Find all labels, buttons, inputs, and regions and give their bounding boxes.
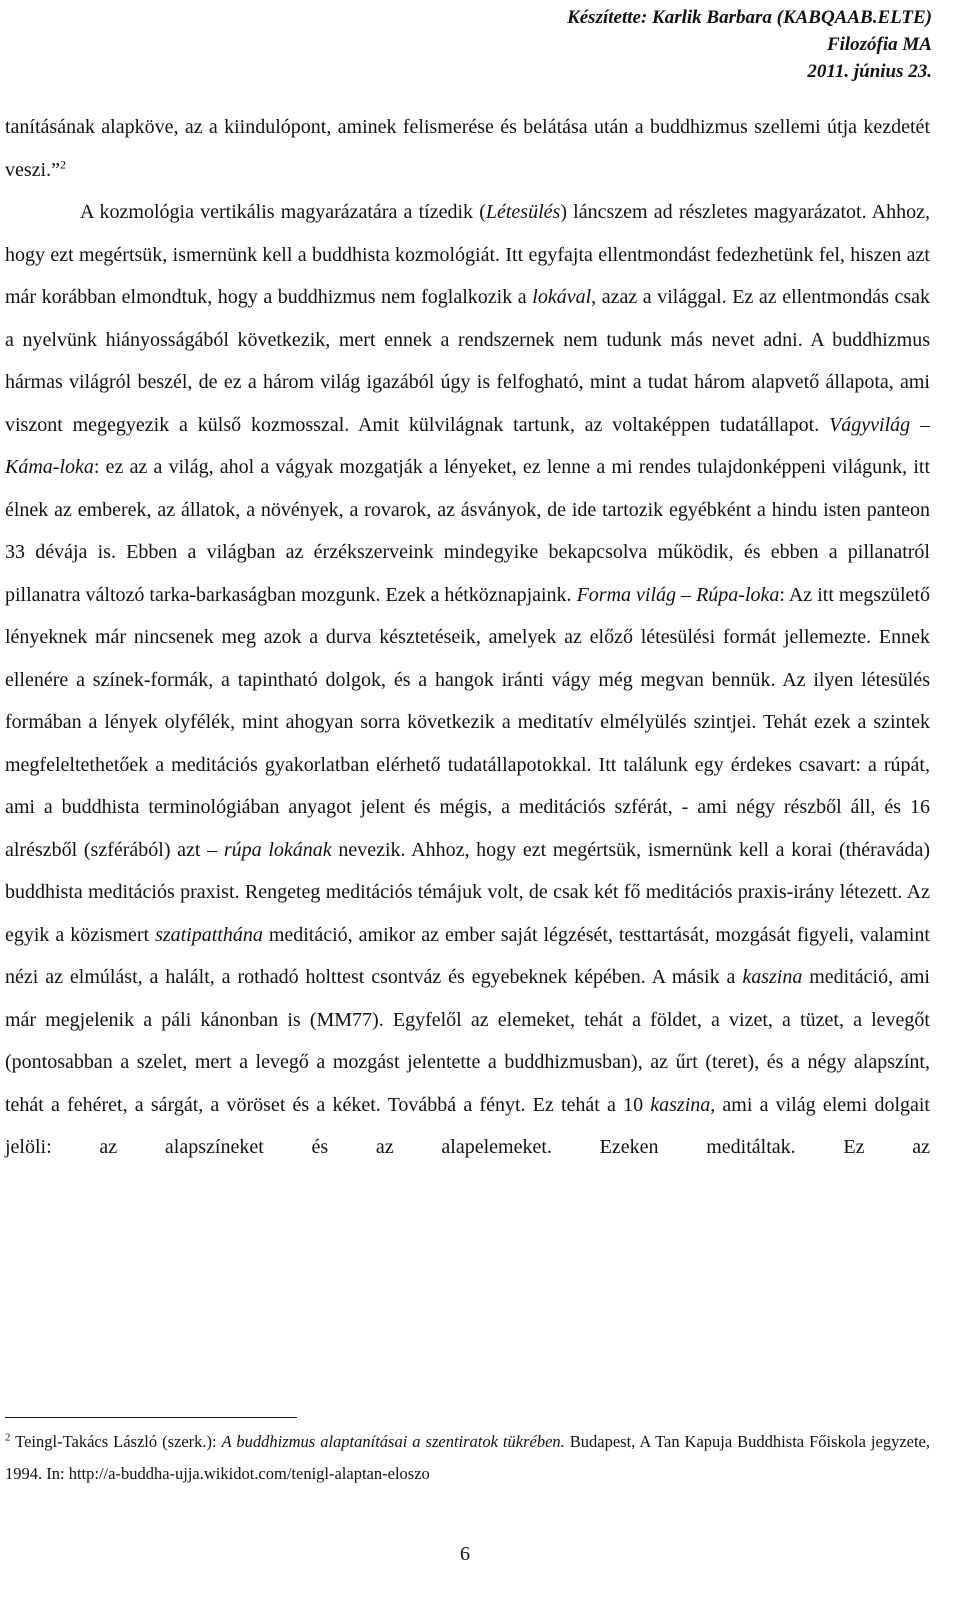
footnote-reference[interactable]: 2 [59, 156, 66, 171]
term-rupa-lokanak: rúpa lokának [223, 838, 332, 861]
paragraph-cosmology: A kozmológia vertikális magyarázatára a tízedik (Létesülés) láncszem ad részletes magyarázatot. Ahhoz, hogy ezt megértsük, ismernünk kell a buddhista kozmológiát. Itt egyfajta ellentmondást fedezhetünk fel, hiszen azt már korábban elmondtuk, hogy a buddhizmus nem foglalkozik a lokával, azaz a világgal. Ez az ellentmondás csak a nyelvünk hiányosságából következik, mert ennek a rendszernek nem tudunk más nevet adni. A buddhizmus hármas világról beszél, de ez a három világ igazából úgy is felfogható, mint a tudat három alapvető állapota, ami viszont megegyezik a külső kozmosszal. Amit külvilágnak tartunk, az voltaképpen tudatállapot. Vágyvilág – Káma-loka: ez az a világ, ahol a vágyak mozgatják a lényeket, ez lenne a mi rendes tulajdonképpeni világunk, itt élnek az emberek, az állatok, a növények, a rovarok, az ásványok, de ide tartozik egyébként a hindu isten panteon 33 dévája is. Ebben a világban az érzékszerveink mindegyike bekapcsolva működik, és ebben a pillanatról pillanatra változó tarka-barkaságban mozgunk. Ezek a hétköznapjaink. Forma világ – Rúpa-loka: Az itt megszülető lényeknek már nincsenek meg azok a durva késztetéseik, amelyek az előző létesülési formát jellemezte. Ennek ellenére a színek-formák, a tapintható dolgok, és a hangok iránti vágy még megvan bennük. Az ilyen létesülés formában a lények olyfélék, mint ahogyan sorra következik a meditatív elmélyülés szintjei. Tehát ezek a szintek megfeleltethetőek a meditációs gyakorlatban elérhető tudatállapotokkal. Itt találunk egy érdekes csavart: a rúpát, ami a buddhista terminológiában anyagot jelent és mégis, a meditációs szférát, - ami négy részből áll, és 16 alrészből (szférából) azt – rúpa lokának nevezik. Ahhoz, hogy ezt megértsük, ismernünk kell a korai (théraváda) buddhista meditációs praxist. Rengeteg meditációs témájuk volt, de csak két fő meditációs praxis-irány létezett. Az egyik a közismert szatipatthána meditáció, amikor az ember saját légzését, testtartását, mozgását figyeli, valamint nézi az elmúlást, a halált, a rothadó holttest csontváz és egyebeknek képében. A másik a kaszina meditáció, ami már megjelenik a páli kánonban is (MM77). Egyfelől az elemeket, tehát a földet, a vizet, a tüzet, a levegőt (pontosabban a szelet, mert a levegő a mozgást jelentette a buddhizmusban), az űrt (teret), és a négy alapszínt, tehát a fehéret, a sárgát, a vöröset és a kéket. Továbbá a fényt. Ez tehát a 10 kaszina, ami a világ elemi dolgait jelöli: az alapszíneket és az alapelemeket. Ezeken meditáltak. Ez az [5, 201, 931, 1158]
footnote: $^2$ Teingl-Takács László (szerk.): A buddhizmus alaptanításai a szentiratok tükrében. Budapest, A Tan Kapuja Buddhista Főiskola jegyzete, 1994. In: http://a-buddha-ujja.wikidot.com/tenigl-alaptan-eloszo [5, 1431, 930, 1483]
page-header [567, 4, 932, 85]
paragraph-continuation: tanításának alapköve, az a kiindulópont, aminek felismerése és belátása után a buddhizmus szellemi útja kezdetét veszi.”$^2$ [5, 116, 930, 181]
term-lokaval: lokával [532, 286, 592, 308]
footnote-number: 2 [5, 1431, 11, 1444]
footnote-source: Budapest, A Tan Kapuja Buddhista Főiskola jegyzete, 1994. In: http://a-buddha-ujja.wikidot.com/tenigl-alaptan-eloszo [5, 1432, 930, 1483]
page-number: 6 [460, 1543, 470, 1565]
term-szatipatthana: szatipatthána [155, 923, 263, 946]
body-text [5, 106, 930, 1169]
term-kaszina-2: kaszina [650, 1093, 711, 1116]
term-kaszina: kaszina [742, 966, 803, 988]
header-date: 2011. június 23. [807, 61, 932, 82]
term-rupa-loka: Forma világ – Rúpa-loka [576, 583, 780, 606]
footnote-book-title: A buddhizmus alaptanításai a szentiratok tükrében. [221, 1432, 565, 1451]
term-letesules: Létesülés [485, 201, 561, 223]
header-program: Filozófia MA [826, 34, 932, 55]
footnote-separator [5, 1417, 297, 1418]
header-author: Készítette: Karlik Barbara (KABQAAB.ELTE) [567, 7, 932, 28]
term-kama-loka: Vágyvilág – Káma-loka [5, 413, 930, 478]
